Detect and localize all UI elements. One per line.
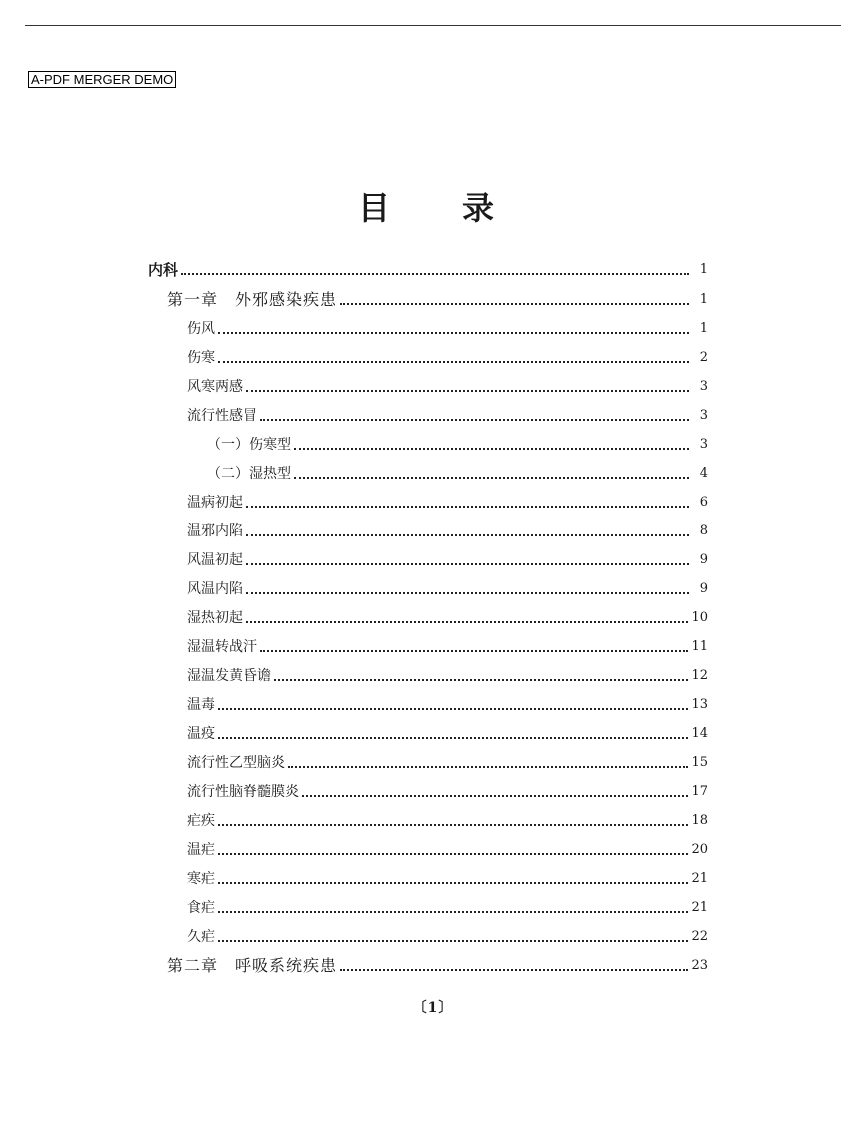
toc-entry-label: 内科	[148, 261, 179, 279]
dot-leader	[218, 332, 689, 334]
toc-entry-label: 伤风	[187, 321, 215, 337]
dot-leader	[218, 853, 688, 855]
dot-leader	[294, 477, 689, 479]
toc-entry[interactable]	[167, 953, 708, 975]
toc-entry-page: 12	[691, 668, 708, 683]
toc-entry-label: 疟疾	[187, 813, 215, 829]
dot-leader	[260, 650, 688, 652]
toc-entry-page: 18	[691, 813, 708, 828]
toc-entry-page: 15	[691, 755, 708, 770]
toc-entry-page: 3	[699, 408, 708, 423]
toc-entry[interactable]	[187, 605, 708, 627]
dot-leader	[340, 969, 688, 971]
dot-leader	[218, 708, 688, 710]
toc-entry[interactable]	[187, 547, 708, 569]
toc-entry-page: 23	[691, 958, 708, 973]
toc-entry-label: 温疟	[187, 842, 215, 858]
toc-entry-label: 风温内陷	[187, 581, 243, 597]
dot-leader	[218, 940, 688, 942]
toc-entry-page: 1	[699, 321, 708, 336]
dot-leader	[218, 737, 688, 739]
toc-entry-label: 温疫	[187, 726, 215, 742]
toc-entry-label: 温病初起	[187, 495, 243, 511]
title-char-right: 录	[462, 189, 495, 227]
dot-leader	[246, 390, 689, 392]
dot-leader	[218, 361, 689, 363]
toc-entry-page: 9	[699, 552, 708, 567]
toc-entry-label: 湿温转战汗	[187, 639, 257, 655]
toc-entry[interactable]	[187, 316, 708, 338]
toc-entry-label: 湿热初起	[187, 610, 243, 626]
toc-entry[interactable]	[187, 403, 708, 425]
toc-entry-page: 20	[691, 842, 708, 857]
toc-entry[interactable]	[187, 866, 708, 888]
toc-entry-page: 22	[691, 929, 708, 944]
toc-entry-label: 流行性感冒	[187, 408, 257, 424]
toc-entry[interactable]	[187, 576, 708, 598]
toc-entry-label: 湿温发黄昏谵	[187, 668, 271, 684]
toc-entry-label: 久疟	[187, 929, 215, 945]
toc-entry-page: 3	[699, 379, 708, 394]
watermark-label: A-PDF MERGER DEMO	[28, 71, 176, 88]
toc-entry-label: 温毒	[187, 697, 215, 713]
toc-entry-label: 寒疟	[187, 871, 215, 887]
toc-entry[interactable]	[187, 750, 708, 772]
toc-entry-page: 13	[691, 697, 708, 712]
toc-entry-page: 4	[699, 466, 708, 481]
toc-entry[interactable]	[187, 518, 708, 540]
dot-leader	[340, 303, 689, 305]
toc-entry-page: 11	[691, 639, 708, 654]
toc-entry-label: 伤寒	[187, 350, 215, 366]
toc-entry[interactable]	[167, 287, 708, 309]
toc-entry[interactable]	[187, 808, 708, 830]
toc-entry-label: 流行性乙型脑炎	[187, 755, 285, 771]
toc-entry-page: 17	[691, 784, 708, 799]
toc-entry-label: 第二章 呼吸系统疾患	[167, 956, 338, 975]
toc-entry[interactable]	[187, 490, 708, 512]
toc-entry[interactable]	[187, 345, 708, 367]
toc-entry[interactable]	[187, 837, 708, 859]
toc-entry[interactable]	[187, 634, 708, 656]
toc-entry-page: 10	[691, 610, 708, 625]
toc-entry[interactable]	[207, 432, 708, 454]
dot-leader	[246, 592, 689, 594]
toc-entry[interactable]	[187, 924, 708, 946]
toc-entry-page: 1	[699, 262, 708, 277]
toc-entry-page: 2	[699, 350, 708, 365]
toc-entry-label: 食疟	[187, 900, 215, 916]
toc-entry[interactable]	[187, 721, 708, 743]
toc-entry[interactable]	[187, 692, 708, 714]
toc-entry-label: （二）湿热型	[207, 466, 291, 482]
toc-entry-label: 温邪内陷	[187, 523, 243, 539]
toc-entry-label: （一）伤寒型	[207, 437, 291, 453]
toc-entry-label: 风寒两感	[187, 379, 243, 395]
toc-entry-label: 风温初起	[187, 552, 243, 568]
toc-entry-page: 21	[691, 900, 708, 915]
toc-entry[interactable]	[148, 257, 708, 279]
toc-entry-page: 3	[699, 437, 708, 452]
toc-entry-label: 流行性脑脊髓膜炎	[187, 784, 299, 800]
toc-entry-page: 1	[699, 292, 708, 307]
dot-leader	[218, 882, 688, 884]
title-char-left: 目	[358, 189, 391, 227]
toc-entry[interactable]	[187, 779, 708, 801]
dot-leader	[260, 419, 689, 421]
toc-entry-page: 14	[691, 726, 708, 741]
top-rule	[25, 25, 841, 26]
toc-entry[interactable]	[187, 663, 708, 685]
toc-entry-page: 8	[699, 523, 708, 538]
page-number: 〔1〕	[412, 1000, 454, 1016]
dot-leader	[246, 563, 689, 565]
dot-leader	[302, 795, 688, 797]
page-title	[0, 188, 866, 228]
dot-leader	[246, 506, 689, 508]
dot-leader	[294, 448, 689, 450]
dot-leader	[218, 911, 688, 913]
toc-entry-label: 第一章 外邪感染疾患	[167, 290, 338, 309]
dot-leader	[181, 273, 689, 275]
toc-entry[interactable]	[187, 374, 708, 396]
toc-entry[interactable]	[187, 895, 708, 917]
dot-leader	[246, 534, 689, 536]
toc-entry-page: 21	[691, 871, 708, 886]
dot-leader	[274, 679, 688, 681]
dot-leader	[246, 621, 688, 623]
toc-entry-page: 6	[699, 495, 708, 510]
toc-entry-page: 9	[699, 581, 708, 596]
dot-leader	[288, 766, 688, 768]
dot-leader	[218, 824, 688, 826]
toc-entry[interactable]	[207, 461, 708, 483]
